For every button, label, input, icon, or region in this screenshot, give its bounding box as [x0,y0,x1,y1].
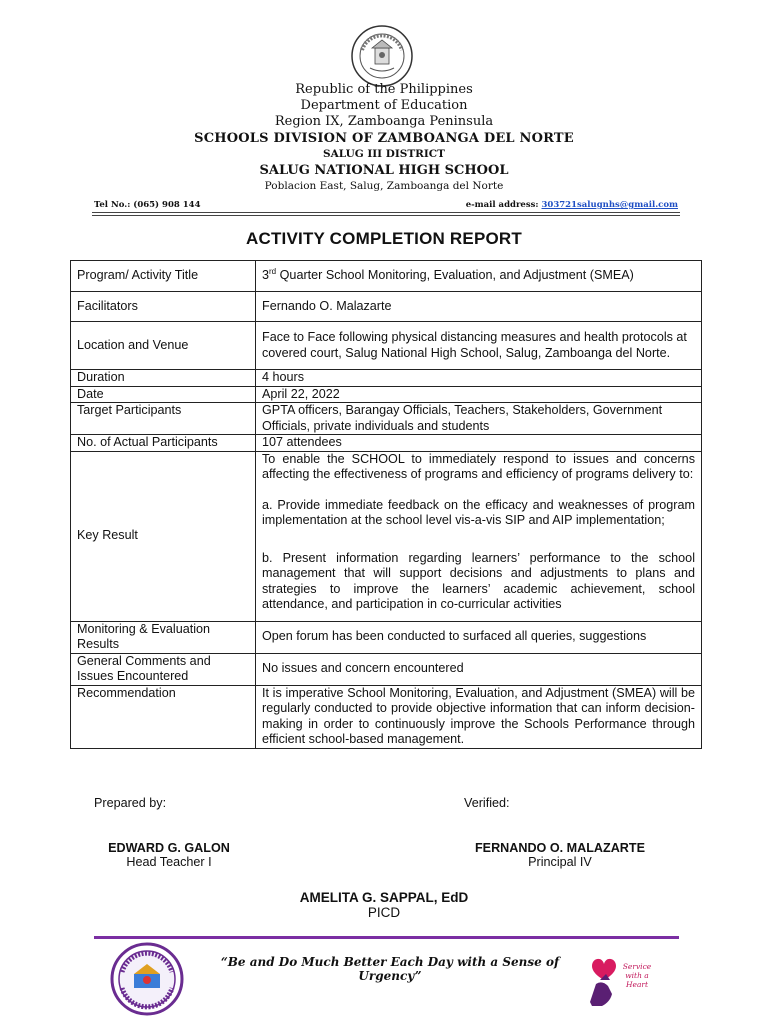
table-row [71,261,702,292]
table-row [71,322,702,370]
program-title: Quarter School Monitoring, Evaluation, and Adjustment (SMEA) [276,268,634,283]
noted-name: AMELITA G. SAPPAL, EdD [299,890,469,905]
comments-label: General Comments and Issues Encountered [71,653,256,685]
monitoring-value: Open forum has been conducted to surfaced all queries, suggestions [256,621,702,653]
footer-slogan: “Be and Do Much Better Each Day with a Sense of Urgency” [220,955,560,983]
verified-signatory [455,841,665,869]
letterhead-department: Department of Education [300,98,468,113]
letterhead-divider [92,215,680,216]
table-row [71,370,702,387]
table-row [71,685,702,748]
report-title: ACTIVITY COMPLETION REPORT [246,229,522,248]
facilitators-value: Fernando O. Malazarte [256,292,702,322]
recommendation-value: It is imperative School Monitoring, Evaluation, and Adjustment (SMEA) will be regularly conducted to provide objective information that can inform decision-making in order to continuously improve the Schools Performance through efficient school-based management. [256,685,702,748]
table-row [71,653,702,685]
verified-label: Verified: [464,796,510,810]
program-ordinal: 3 [262,268,270,283]
letterhead-division: SCHOOLS DIVISION OF ZAMBOANGA DEL NORTE [194,131,574,146]
date-value: April 22, 2022 [256,386,702,403]
heart-text-line-3: Heart [625,980,649,989]
key-result-item-a: a. Provide immediate feedback on the efficacy and weaknesses of program implementation at the school level vis-a-vis SIP and AIP implementation; [262,497,695,527]
prepared-name: EDWARD G. GALON [108,841,230,855]
actual-participants-label: No. of Actual Participants [71,435,256,452]
program-value [256,261,702,292]
letterhead-divider [92,212,680,213]
duration-label: Duration [71,370,256,387]
location-label: Location and Venue [71,322,256,370]
letterhead-region: Region IX, Zamboanga Peninsula [274,114,494,129]
key-result-label: Key Result [71,451,256,621]
recommendation-label: Recommendation [71,685,256,748]
key-result-item-b: b. Present information regarding learners’ performance to the school management that will support decisions and adjustments to plans and strategies to improve the learners’ academic achievement, school attendance, and participation in co-curricular activities [262,550,695,611]
verified-title: Principal IV [528,855,592,869]
noted-signatory [264,890,504,920]
table-row [71,435,702,452]
comments-value: No issues and concern encountered [256,653,702,685]
program-label: Program/ Activity Title [71,261,256,292]
monitoring-label: Monitoring & Evaluation Results [71,621,256,653]
letterhead-republic: Republic of the Philippines [295,82,473,97]
target-label: Target Participants [71,403,256,435]
school-logo-icon [110,942,184,1016]
actual-participants-value: 107 attendees [256,435,702,452]
date-label: Date [71,386,256,403]
target-value: GPTA officers, Barangay Officials, Teachers, Stakeholders, Government Officials, private individuals and students [256,403,702,435]
heart-text-line-2: with a [625,971,649,980]
noted-title: PICD [367,905,401,920]
deped-seal-icon [350,24,414,88]
duration-value: 4 hours [256,370,702,387]
verified-name: FERNANDO O. MALAZARTE [474,841,645,855]
email-label: e-mail address: [465,200,539,210]
letterhead-district: SALUG III DISTRICT [323,148,445,160]
heart-logo-text [617,962,657,989]
report-table [70,260,702,749]
prepared-by-label: Prepared by: [94,796,167,810]
table-row [71,386,702,403]
prepared-title: Head Teacher I [126,855,212,869]
key-result-intro: To enable the SCHOOL to immediately respond to issues and concerns affecting the effectiveness of programs and efficiency of programs delivery to: [262,451,695,481]
letterhead-tel: Tel No.: (065) 908 144 [94,200,201,210]
facilitators-label: Facilitators [71,292,256,322]
key-result-value [256,451,702,621]
letterhead-school: SALUG NATIONAL HIGH SCHOOL [259,163,509,178]
prepared-signatory [84,841,254,869]
email-link[interactable]: 303721salugnhs@gmail.com [541,200,678,210]
heart-text-line-1: Service [622,962,652,971]
footer-divider [94,936,679,939]
letterhead-address: Poblacion East, Salug, Zamboanga del Norte [264,180,504,192]
location-value: Face to Face following physical distancing measures and health protocols at covered court, Salug National High School, Salug, Zamboanga del Norte. [256,322,702,370]
table-row [71,292,702,322]
table-row [71,451,702,621]
program-ordinal-suffix: rd [269,267,277,277]
letterhead-email-row [466,200,678,210]
table-row [71,403,702,435]
table-row [71,621,702,653]
